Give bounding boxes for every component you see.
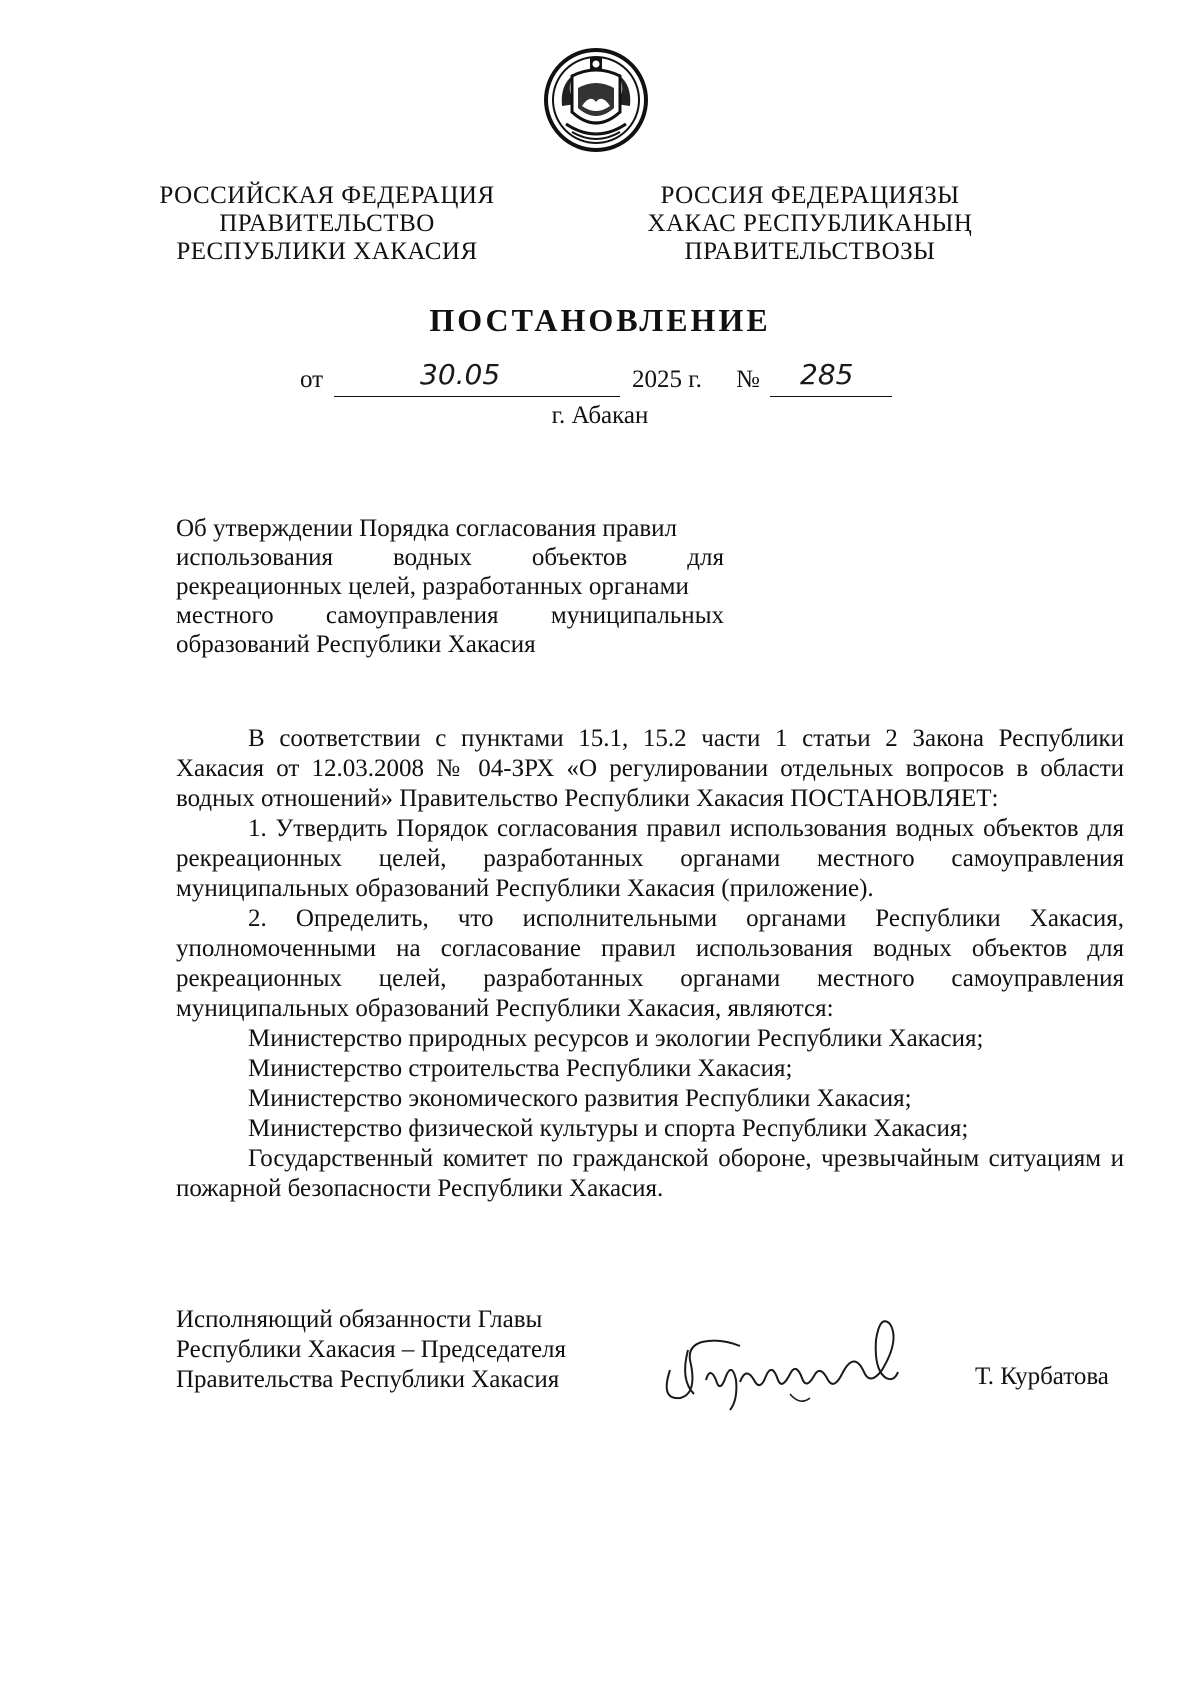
subject-line: рекреационных целей, разработанных органами	[176, 573, 689, 600]
subject-line: местного самоуправления муниципальных	[176, 602, 724, 629]
point-2-paragraph: 2. Определить, что исполнительными органами Республики Хакасия, уполномоченными на согласование правил использования водных объектов для рекреационных целей, разработанных органами местного самоуправления муниципальных образований Республики Хакасия, являются:	[176, 905, 1124, 1022]
header-line: ХАКАС РЕСПУБЛИКАНЫҢ	[647, 210, 973, 237]
ministry-list-item: Министерство строительства Республики Хакасия;	[248, 1055, 793, 1082]
handwritten-signature	[650, 1310, 920, 1420]
header-line: РОССИЯ ФЕДЕРАЦИЯЗЫ	[660, 182, 960, 209]
signer-name: Т. Курбатова	[975, 1363, 1109, 1390]
point-1-paragraph: 1. Утвердить Порядок согласования правил использования водных объектов для рекреационных целей, разработанных органами местного самоуправления муниципальных образований Республики Хакасия (приложение).	[176, 815, 1124, 902]
coat-of-arms-emblem	[542, 46, 650, 154]
date-handwritten: 30.05	[420, 358, 501, 391]
signer-position-line: Республики Хакасия – Председателя	[176, 1336, 567, 1363]
subject-line: Об утверждении Порядка согласования правил	[176, 515, 678, 542]
city: г. Абакан	[551, 402, 649, 429]
header-khakas	[620, 182, 1000, 266]
number-underline	[770, 396, 892, 397]
signer-position-line: Исполняющий обязанности Главы	[176, 1306, 543, 1333]
header-line: ПРАВИТЕЛЬСТВОЗЫ	[684, 238, 936, 265]
number-label: №	[736, 366, 760, 393]
header-russian	[137, 182, 517, 266]
ministry-list-item: Министерство экономического развития Республики Хакасия;	[248, 1085, 912, 1112]
date-underline	[334, 396, 620, 397]
header-line: ПРАВИТЕЛЬСТВО	[219, 210, 435, 237]
document-title: ПОСТАНОВЛЕНИЕ	[429, 302, 771, 338]
header-line: РОССИЙСКАЯ ФЕДЕРАЦИЯ	[159, 182, 495, 209]
document-subject	[176, 514, 724, 659]
subject-line: образований Республики Хакасия	[176, 631, 536, 658]
header-line: РЕСПУБЛИКИ ХАКАСИЯ	[176, 238, 478, 265]
document-body	[176, 724, 1124, 1204]
from-label: от	[300, 366, 324, 393]
number-handwritten: 285	[800, 358, 854, 391]
year-label: 2025 г.	[632, 366, 702, 393]
committee-list-item: Государственный комитет по гражданской обороне, чрезвычайным ситуациям и пожарной безопасности Республики Хакасия.	[176, 1145, 1124, 1202]
subject-line: использования водных объектов для	[176, 544, 724, 571]
ministry-list-item: Министерство природных ресурсов и экологии Республики Хакасия;	[248, 1025, 984, 1052]
signer-position	[176, 1305, 566, 1395]
ministry-list-item: Министерство физической культуры и спорта Республики Хакасия;	[248, 1115, 969, 1142]
signer-position-line: Правительства Республики Хакасия	[176, 1366, 560, 1393]
preamble-paragraph: В соответствии с пунктами 15.1, 15.2 части 1 статьи 2 Закона Республики Хакасия от 12.03.2008 № 04-ЗРХ «О регулировании отдельных вопросов в области водных отношений» Правительство Республики Хакасия ПОСТАНОВЛЯЕТ:	[176, 725, 1124, 812]
